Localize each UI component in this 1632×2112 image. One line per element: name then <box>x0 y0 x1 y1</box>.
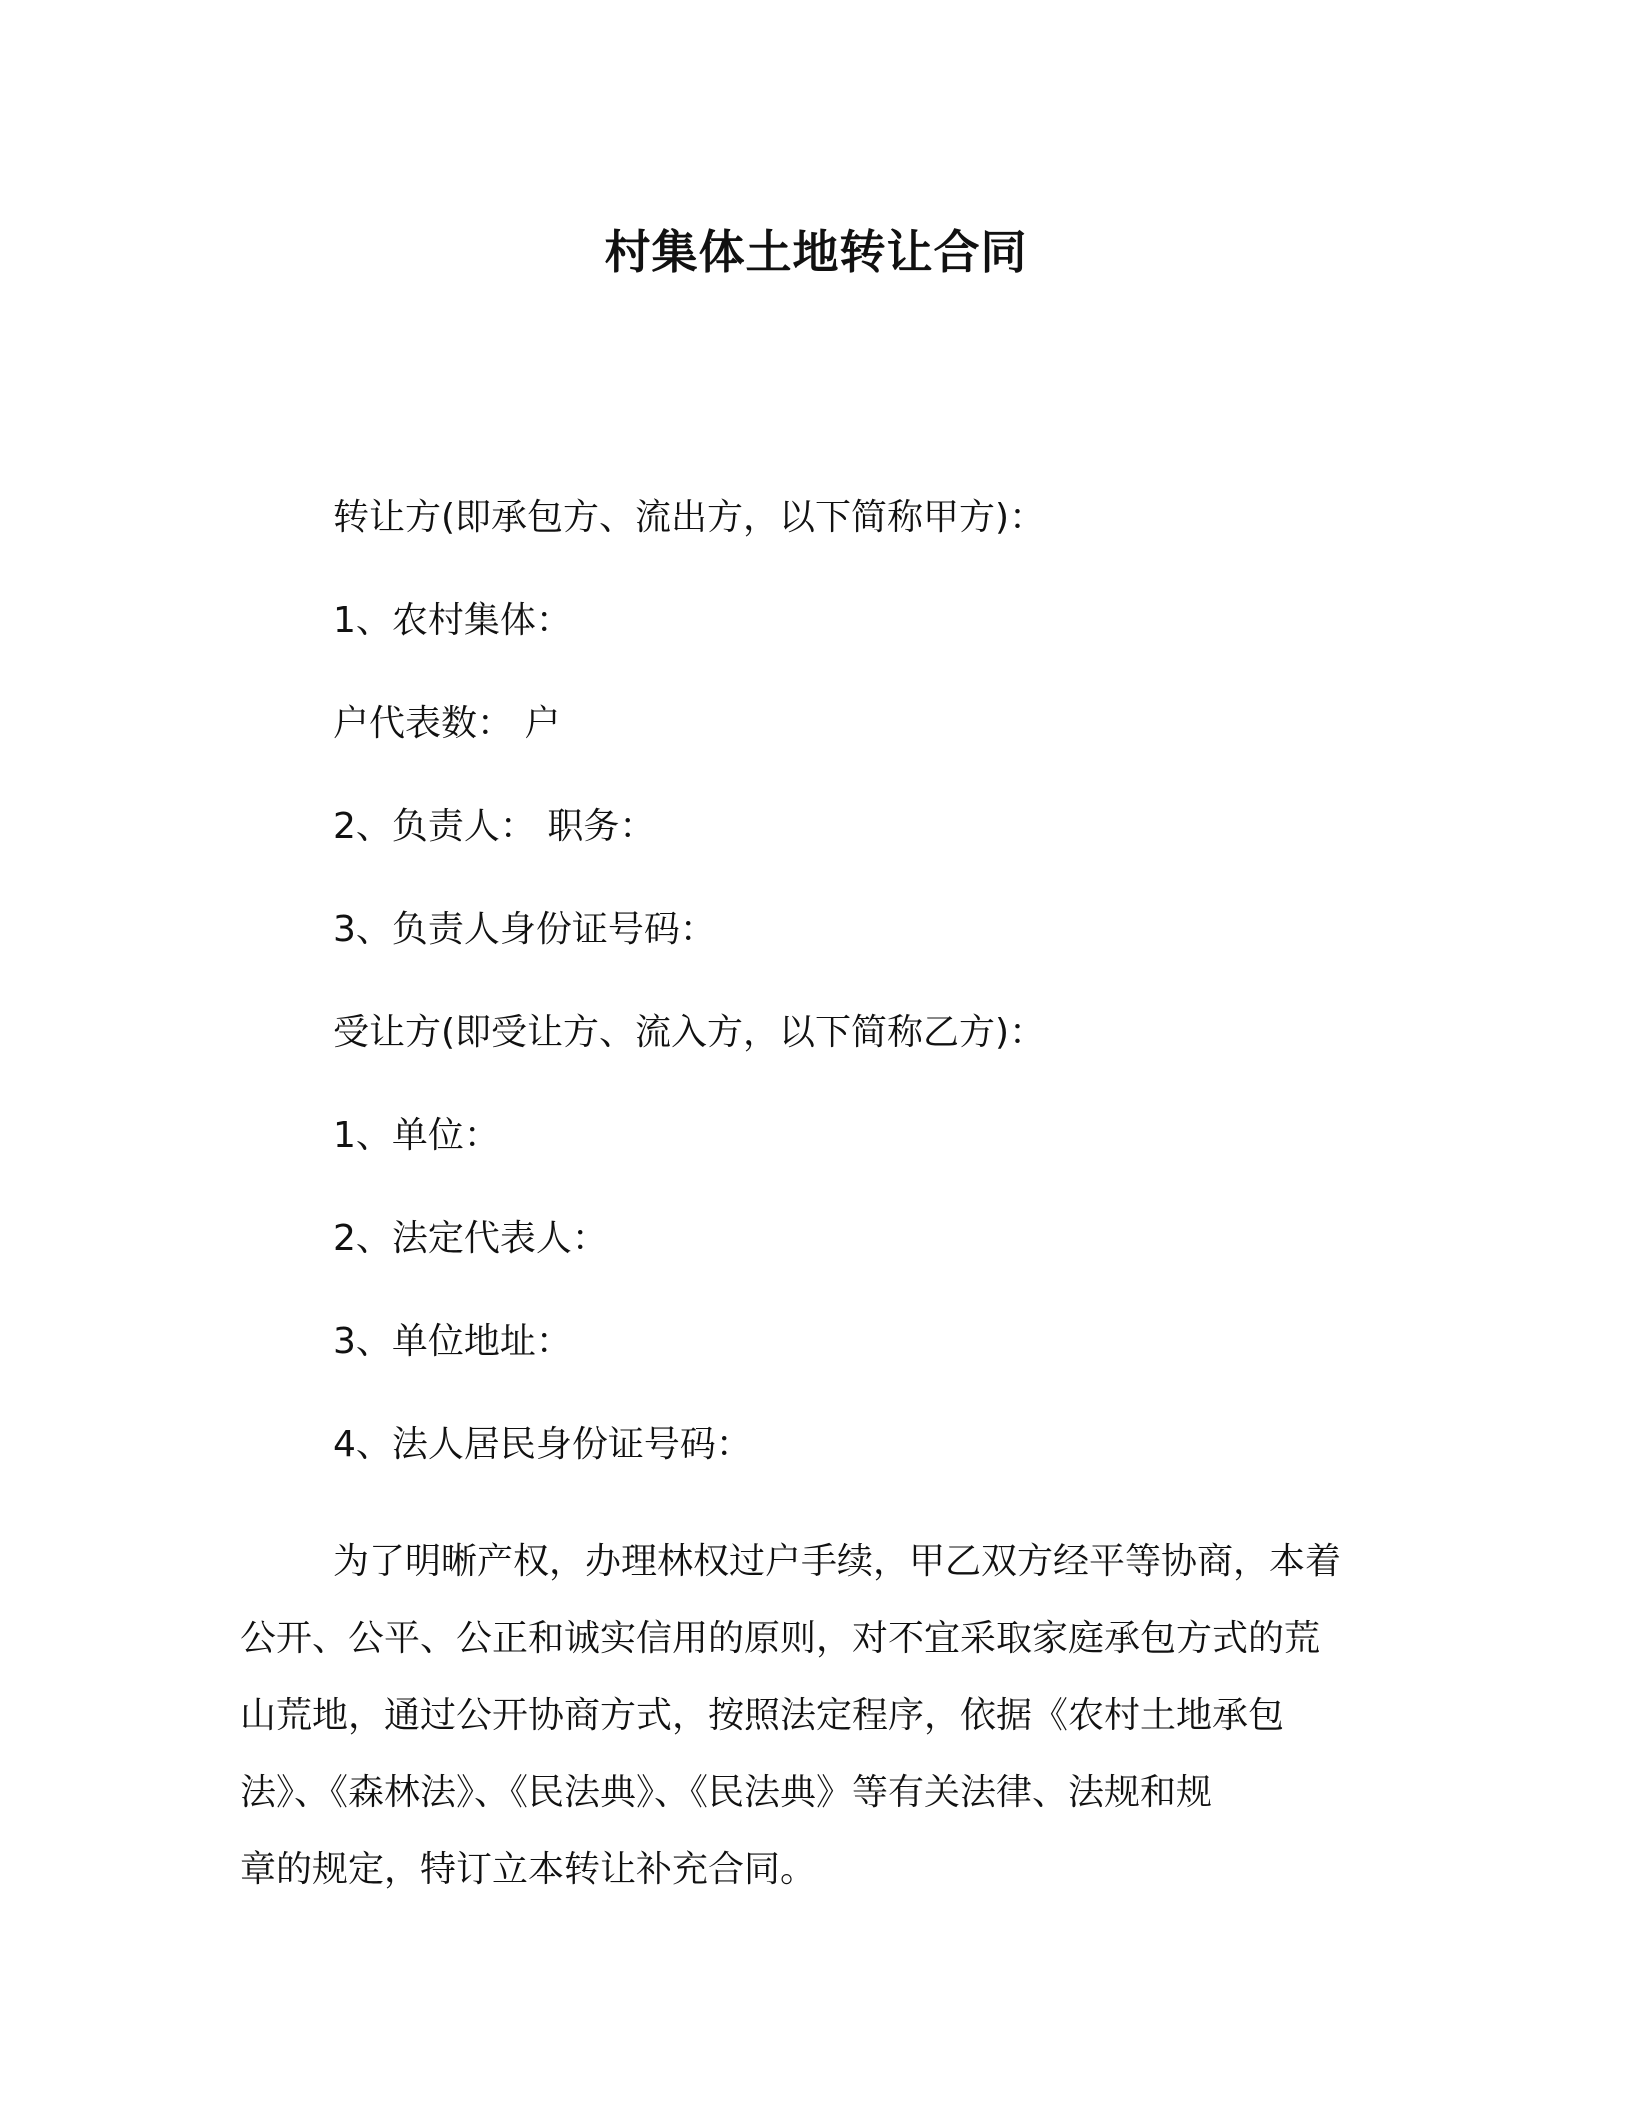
transferee-heading: 受让方(即受让方、流入方，以下简称乙方)： <box>333 1012 1046 1053</box>
responsible-person-id: 3、负责人身份证号码： <box>333 909 716 950</box>
legal-representative: 2、法定代表人： <box>333 1218 608 1259</box>
transferor-collective: 1、农村集体： <box>333 600 572 641</box>
transferee-unit: 1、单位： <box>333 1115 500 1156</box>
preamble-paragraph <box>240 1523 1390 1908</box>
preamble-line: 公开、公平、公正和诚实信用的原则，对不宜采取家庭承包方式的荒 <box>240 1618 1321 1659</box>
unit-address: 3、单位地址： <box>333 1321 572 1362</box>
transferor-heading: 转让方(即承包方、流出方，以下简称甲方)： <box>333 497 1046 538</box>
preamble-line: 山荒地，通过公开协商方式，按照法定程序，依据《农村土地承包 <box>240 1695 1285 1736</box>
responsible-person: 2、负责人： 职务： <box>333 806 656 847</box>
document-title: 村集体土地转让合同 <box>604 225 1028 279</box>
legal-person-id: 4、法人居民身份证号码： <box>333 1424 752 1465</box>
preamble-line: 法》、《森林法》、《民法典》、《民法典》等有关法律、法规和规 <box>240 1772 1213 1813</box>
preamble-line: 为了明晰产权，办理林权过户手续，甲乙双方经平等协商，本着 <box>333 1541 1342 1582</box>
preamble-line: 章的规定，特订立本转让补充合同。 <box>240 1849 817 1890</box>
household-count: 户代表数： 户 <box>333 703 561 744</box>
